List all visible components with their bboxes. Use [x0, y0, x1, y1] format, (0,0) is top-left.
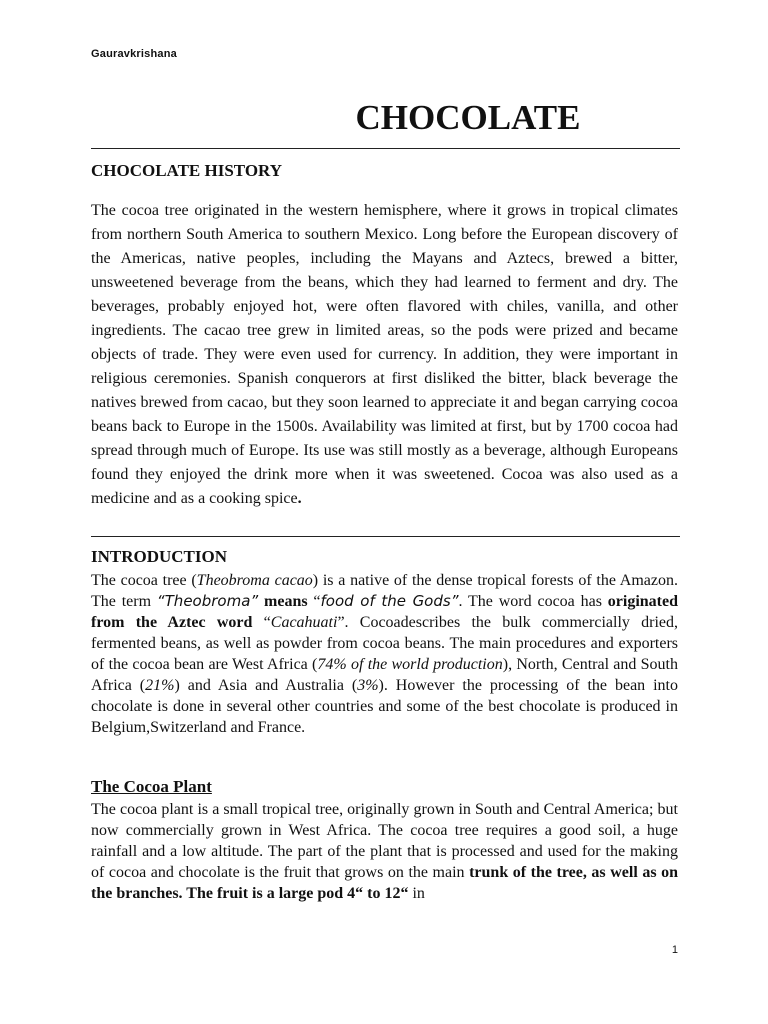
history-paragraph — [91, 199, 678, 511]
history-end-mark: . — [297, 490, 302, 507]
introduction-paragraph — [91, 570, 678, 738]
title-divider — [91, 148, 680, 149]
intro-italic-3: food of the Gods” — [320, 592, 459, 610]
intro-bold-1: means — [258, 593, 314, 610]
document-title: CHOCOLATE — [355, 98, 581, 137]
cocoa-plant-paragraph — [91, 799, 678, 904]
intro-text-2: ) is a native of the dense tropical forests of the Amazon. The term — [91, 572, 679, 610]
intro-text-3: “ — [313, 593, 321, 610]
intro-text-1: The cocoa tree ( — [91, 572, 197, 589]
intro-text-9: ). However the processing of the bean into chocolate is done in several other countries and some of the best chocolate is produced in Belgium,Switzerland and France. — [91, 677, 678, 736]
header-author: Gauravkrishana — [91, 48, 177, 60]
intro-italic-5: 74% of the world production — [317, 656, 503, 673]
page-number: 1 — [671, 944, 678, 956]
intro-bold-2: originated from the Aztec word — [91, 593, 678, 631]
intro-italic-7: 3% — [357, 677, 379, 694]
section-heading-introduction: INTRODUCTION — [91, 547, 228, 566]
intro-italic-1: Theobroma cacao — [196, 572, 313, 589]
history-text: The cocoa tree originated in the western hemisphere, where it grows in tropical climates from northern South America to southern Mexico. Long before the European discovery of the Americas, native peoples, including the Mayans and Aztecs, brewed a bitter, unsweetened beverage from the beans, which they had learned to ferment and dry. The beverages, probably enjoyed hot, were often flavored with chiles, vanilla, and other ingredients. The cacao tree grew in limited areas, so the pods were prized and became objects of trade. They were even used for currency. In addition, they were important in religious ceremonies. Spanish conquerors at first disliked the bitter, black beverage the natives brewed from cacao, but they soon learned to appreciate it and began carrying cocoa beans back to Europe in the 1500s. Availability was limited at first, but by 1700 cocoa had spread through much of Europe. Its use was still mostly as a beverage, although Europeans found they enjoyed the drink more when it was sweetened. Cocoa was also used as a medicine and as a cooking spice — [91, 202, 678, 507]
intro-text-7: ), North, Central and South Africa ( — [91, 656, 679, 694]
plant-text-2: in — [408, 885, 425, 902]
intro-text-5: “ — [252, 614, 271, 631]
section-heading-cocoa-plant: The Cocoa Plant — [91, 777, 212, 796]
section-divider — [91, 536, 680, 537]
intro-italic-6: 21% — [145, 677, 175, 694]
intro-text-8: ) and Asia and Australia ( — [174, 677, 358, 694]
intro-text-6: ”. Cocoadescribes the bulk commercially dried, fermented beans, as well as powder from cocoa beans. The main procedures and exporters of the cocoa bean are West Africa ( — [91, 614, 679, 673]
plant-bold-1: trunk of the tree, as well as on the branches. The fruit is a large pod 4“ to 12“ — [91, 864, 678, 902]
section-heading-history: CHOCOLATE HISTORY — [91, 161, 283, 180]
intro-italic-4: Cacahuati — [270, 614, 338, 631]
intro-text-4: . The word cocoa has — [458, 593, 608, 610]
intro-italic-2: “Theobroma” — [156, 592, 259, 610]
plant-text-1: The cocoa plant is a small tropical tree, originally grown in South and Central America; but now commercially grown in West Africa. The cocoa tree requires a good soil, a huge rainfall and a low altitude. The part of the plant that is processed and used for the making of cocoa and chocolate is the fruit that grows on the main — [91, 801, 678, 881]
